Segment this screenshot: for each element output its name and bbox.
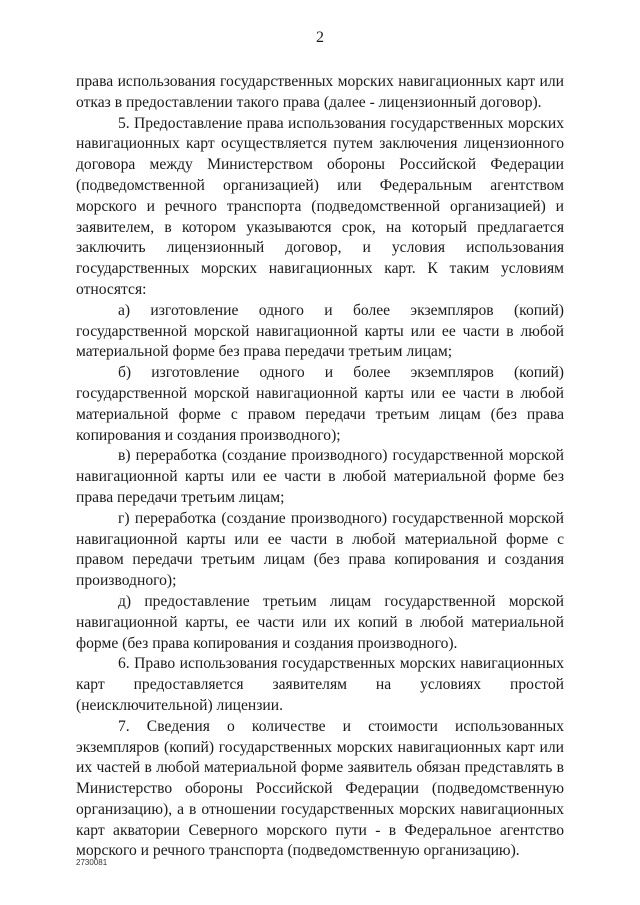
document-body xyxy=(76,72,564,862)
subitem-d: д) предоставление третьим лицам государственной морской навигационной карты, ее части или их копий в любой материальной форме (без права копирования и создания производного). xyxy=(76,592,564,652)
subitem-a: а) изготовление одного и более экземпляров (копий) государственной морской навигационной карты или ее части в любой материальной форме без права передачи третьим лицам; xyxy=(76,301,564,361)
paragraph-item-6: 6. Право использования государственных морских навигационных карт предоставляется заявителям на условиях простой (неисключительной) лицензии. xyxy=(76,655,564,714)
paragraph-item-5: 5. Предоставление права использования государственных морских навигационных карт осуществляется путем заключения лицензионного договора между Министерством обороны Российской Федерации (подведомственной организацией) или Федеральным агентством морского и речного транспорта (подведомственной организацией) и заявителем, в котором указываются срок, на который предлагается заключить лицензионный договор, и условия использования государственных морских навигационных карт. К таким условиям относятся: xyxy=(76,114,564,298)
paragraph-item-7: 7. Сведения о количестве и стоимости использованных экземпляров (копий) государственных морских навигационных карт или их частей в любой материальной форме заявитель обязан представлять в Министерство обороны Российской Федерации (подведомственную организацию), а в отношении государственных морских навигационных карт акватории Северного морского пути - в Федеральное агентство морского и речного транспорта (подведомственную организацию). xyxy=(76,717,564,860)
subitem-b: б) изготовление одного и более экземпляров (копий) государственной морской навигационной карты или ее части в любой материальной форме с правом передачи третьим лицам (без права копирования и создания производного); xyxy=(76,364,564,444)
subitem-v: в) переработка (создание производного) государственной морской навигационной карты или ее части в любой материальной форме без права передачи третьим лицам; xyxy=(76,447,564,506)
page-number: 2 xyxy=(316,29,324,46)
subitem-g: г) переработка (создание производного) государственной морской навигационной карты или ее части в любой материальной форме с правом передачи третьим лицам (без права копирования и создания производного); xyxy=(76,509,564,590)
document-code: 2730081 xyxy=(76,858,108,867)
paragraph-continuation: права использования государственных морских навигационных карт или отказ в предоставлении такого права (далее - лицензионный договор). xyxy=(76,73,564,111)
